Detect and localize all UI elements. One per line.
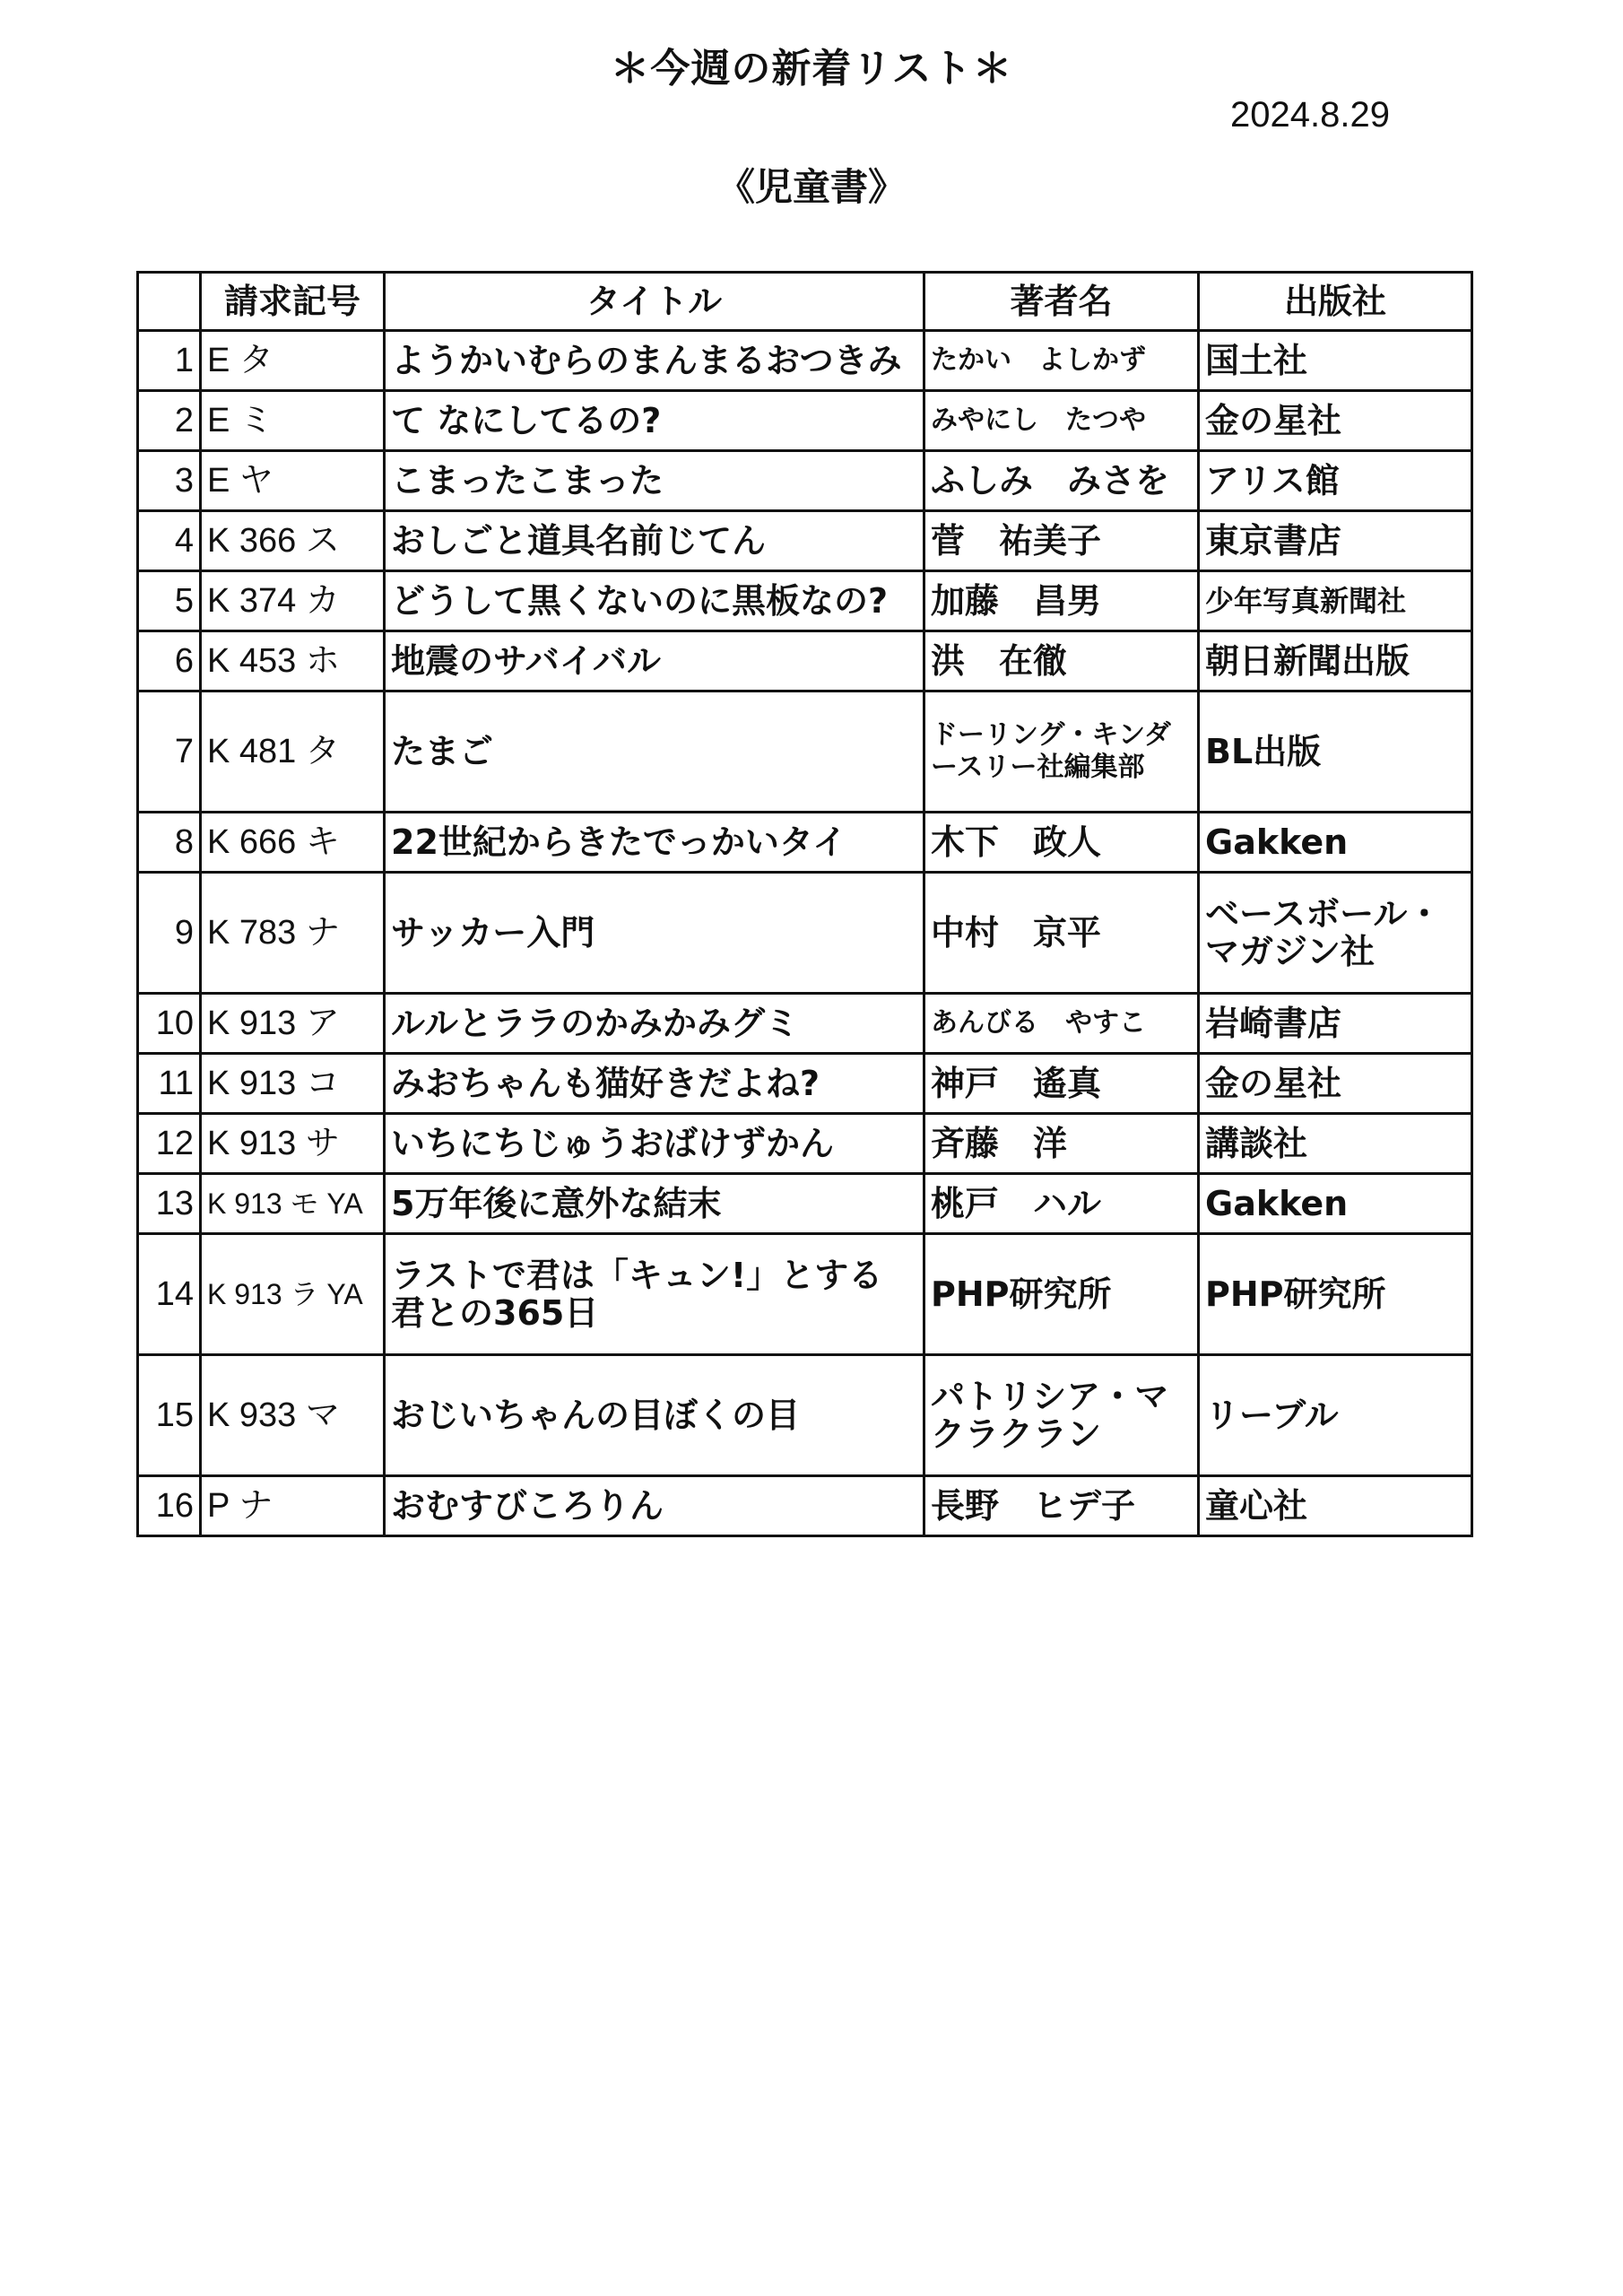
book-author: 木下 政人 [924,813,1199,873]
book-title: おむすびころりん [385,1476,924,1536]
call-number: K 666 キ [201,813,385,873]
table-row [138,391,1472,451]
book-publisher: 金の星社 [1199,1054,1472,1114]
table-row [138,1234,1472,1355]
row-number: 9 [138,873,201,994]
book-author: 長野 ヒデ子 [924,1476,1199,1536]
row-number: 4 [138,511,201,571]
row-number: 1 [138,331,201,391]
column-header-author: 著者名 [924,273,1199,331]
column-header-number [138,273,201,331]
table-row [138,873,1472,994]
book-author: ふしみ みさを [924,451,1199,511]
call-number: K 374 カ [201,571,385,631]
book-title: いちにちじゅうおばけずかん [385,1114,924,1174]
call-number: K 481 タ [201,691,385,813]
book-publisher: リーブル [1199,1355,1472,1476]
section-heading: 《児童書》 [716,165,906,209]
book-publisher: 金の星社 [1199,391,1472,451]
table-row [138,691,1472,813]
table-row [138,813,1472,873]
book-author: 菅 祐美子 [924,511,1199,571]
row-number: 15 [138,1355,201,1476]
table-row [138,511,1472,571]
book-title: おしごと道具名前じてん [385,511,924,571]
call-number: K 783 ナ [201,873,385,994]
book-author: みやにし たつや [924,391,1199,451]
row-number: 5 [138,571,201,631]
table-row [138,1355,1472,1476]
book-publisher: 少年写真新聞社 [1199,571,1472,631]
call-number: K 913 モ YA [201,1174,385,1234]
book-title: 5万年後に意外な結末 [385,1174,924,1234]
book-title: ルルとララのかみかみグミ [385,994,924,1054]
call-number: K 913 ラ YA [201,1234,385,1355]
table-row [138,451,1472,511]
book-publisher: PHP研究所 [1199,1234,1472,1355]
table-row [138,1114,1472,1174]
table-row [138,1476,1472,1536]
book-author: 桃戸 ハル [924,1174,1199,1234]
column-header-publisher: 出版社 [1199,273,1472,331]
book-title: たまご [385,691,924,813]
row-number: 10 [138,994,201,1054]
book-author: パトリシア・マクラクラン [924,1355,1199,1476]
book-author: 神戸 遙真 [924,1054,1199,1114]
table-row [138,1174,1472,1234]
book-author: 中村 京平 [924,873,1199,994]
call-number: E ヤ [201,451,385,511]
book-publisher: Gakken [1199,813,1472,873]
book-author: 洪 在徹 [924,631,1199,691]
book-author: 斉藤 洋 [924,1114,1199,1174]
book-author: ドーリング・キンダースリー社編集部 [924,691,1199,813]
row-number: 13 [138,1174,201,1234]
row-number: 12 [138,1114,201,1174]
row-number: 8 [138,813,201,873]
book-title: ラストで君は「キュン!」とする 君との365日 [385,1234,924,1355]
book-publisher: 岩崎書店 [1199,994,1472,1054]
table-row [138,571,1472,631]
table-row [138,331,1472,391]
row-number: 11 [138,1054,201,1114]
column-header-title: タイトル [385,273,924,331]
call-number: E ミ [201,391,385,451]
book-publisher: 講談社 [1199,1114,1472,1174]
call-number: K 913 サ [201,1114,385,1174]
page-date: 2024.8.29 [1230,95,1390,135]
book-title: ようかいむらのまんまるおつきみ [385,331,924,391]
book-publisher: BL出版 [1199,691,1472,813]
book-publisher: 東京書店 [1199,511,1472,571]
book-title: こまったこまった [385,451,924,511]
book-title: サッカー入門 [385,873,924,994]
book-title: みおちゃんも猫好きだよね? [385,1054,924,1114]
table-row [138,994,1472,1054]
book-publisher: ベースボール・マガジン社 [1199,873,1472,994]
call-number: P ナ [201,1476,385,1536]
table-header-row [138,273,1472,331]
column-header-call-number: 請求記号 [201,273,385,331]
call-number: K 453 ホ [201,631,385,691]
book-publisher: 朝日新聞出版 [1199,631,1472,691]
table-row [138,1054,1472,1114]
book-title: て なにしてるの? [385,391,924,451]
table-row [138,631,1472,691]
row-number: 2 [138,391,201,451]
call-number: E タ [201,331,385,391]
row-number: 14 [138,1234,201,1355]
book-publisher: 童心社 [1199,1476,1472,1536]
row-number: 7 [138,691,201,813]
row-number: 3 [138,451,201,511]
book-publisher: アリス館 [1199,451,1472,511]
book-publisher: Gakken [1199,1174,1472,1234]
call-number: K 913 コ [201,1054,385,1114]
book-title: 22世紀からきたでっかいタイ [385,813,924,873]
book-title: 地震のサバイバル [385,631,924,691]
book-title: どうして黒くないのに黒板なの? [385,571,924,631]
book-author: あんびる やすこ [924,994,1199,1054]
row-number: 6 [138,631,201,691]
page-title: ＊今週の新着リスト＊ [610,46,1013,91]
row-number: 16 [138,1476,201,1536]
new-books-table [136,271,1473,1537]
book-author: たかい よしかず [924,331,1199,391]
book-publisher: 国土社 [1199,331,1472,391]
call-number: K 366 ス [201,511,385,571]
book-author: PHP研究所 [924,1234,1199,1355]
call-number: K 933 マ [201,1355,385,1476]
book-title: おじいちゃんの目ぼくの目 [385,1355,924,1476]
book-author: 加藤 昌男 [924,571,1199,631]
call-number: K 913 ア [201,994,385,1054]
